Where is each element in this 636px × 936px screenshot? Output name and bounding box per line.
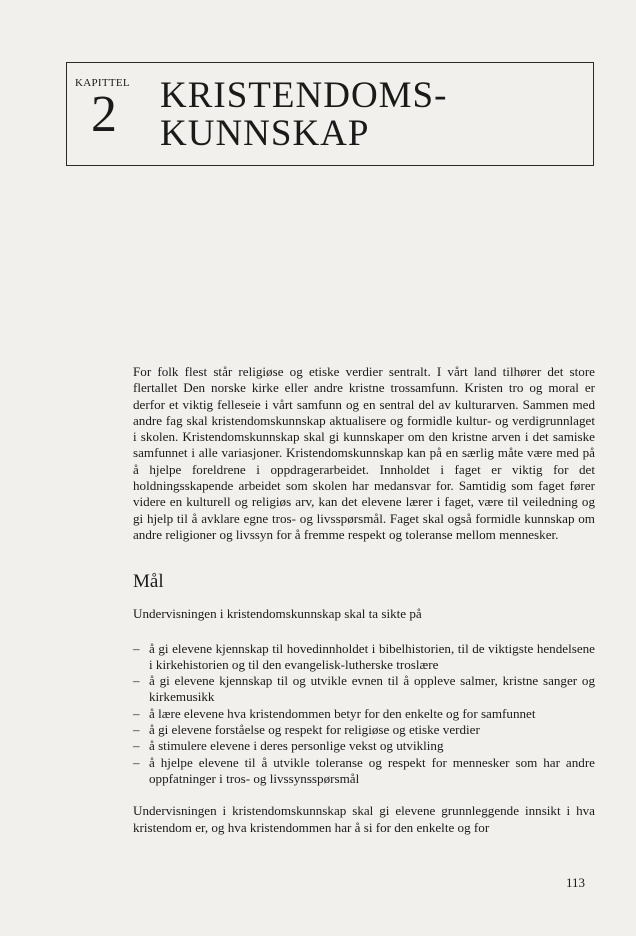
closing-paragraph: Undervisningen i kristendomskunnskap skal gi elevene grunnleggende innsikt i hva kristendom er, og hva kristendommen har å si for den enkelte og for [133, 803, 595, 835]
list-item-text: å lære elevene hva kristendommen betyr for den enkelte og for samfunnet [149, 705, 536, 721]
chapter-content [133, 364, 595, 836]
goals-list [133, 641, 595, 788]
dash-bullet: – [133, 722, 140, 738]
list-item [133, 755, 595, 788]
chapter-number: 2 [91, 86, 117, 143]
chapter-title-line-2: KUNNSKAP [160, 113, 370, 154]
chapter-label: KAPITTEL [75, 77, 130, 89]
chapter-title-line-1: KRISTENDOMS- [160, 75, 448, 116]
list-item-text: å gi elevene kjennskap til hovedinnholdet i bibelhistorien, til de viktigste hendelsene i kirkehistorien og til den evangelisk-lutherske troslære [149, 640, 595, 672]
list-item-text: å hjelpe elevene til å utvikle toleranse og respekt for mennesker som har andre oppfatninger i tros- og livssynsspørsmål [149, 754, 595, 786]
chapter-header-box [66, 62, 594, 166]
dash-bullet: – [133, 738, 140, 754]
list-item-text: å stimulere elevene i deres personlige vekst og utvikling [149, 738, 444, 754]
section-lead: Undervisningen i kristendomskunnskap skal ta sikte på [133, 606, 422, 622]
list-item [133, 673, 595, 706]
section-heading: Mål [133, 571, 164, 593]
page-number: 113 [566, 875, 586, 890]
intro-paragraph: For folk flest står religiøse og etiske verdier sentralt. I vårt land tilhører det store flertallet Den norske kirke eller andre kristne trossamfunn. Kristen tro og moral er derfor et viktig felleseie i vårt samfunn og en sentral del av kulturarven. Sammen med andre fag skal kristendomskunnskap aktualisere og formidle kultur- og verdigrunnlaget i skolen. Kristendomskunnskap skal gi kunnskaper om den kristne arven i det samiske samfunnet i alle variasjoner. Kristendomskunnskap kan på en særlig måte være med på å hjelpe foreldrene i oppdragerarbeidet. Innholdet i faget er viktig for det holdningsskapende arbeidet som skolen har medansvar for. Samtidig som faget fører videre en kulturell og religiøs arv, kan det elevene lærer i faget, være til veiledning og gi hjelp til å avklare egne tros- og livsspørsmål. Faget skal også formidle kunnskap om andre religioner og livssyn for å fremme respekt og toleranse mellom mennesker. [133, 364, 595, 542]
dash-bullet: – [133, 673, 140, 689]
list-item-text: å gi elevene kjennskap til og utvikle evnen til å oppleve salmer, kristne sanger og kirkemusikk [149, 673, 595, 705]
dash-bullet: – [133, 705, 140, 721]
dash-bullet: – [133, 640, 140, 656]
list-item [133, 706, 595, 722]
list-item [133, 738, 595, 754]
list-item-text: å gi elevene forståelse og respekt for religiøse og etiske verdier [149, 722, 480, 738]
chapter-title [160, 77, 447, 153]
list-item [133, 722, 595, 738]
list-item [133, 641, 595, 674]
dash-bullet: – [133, 754, 140, 770]
